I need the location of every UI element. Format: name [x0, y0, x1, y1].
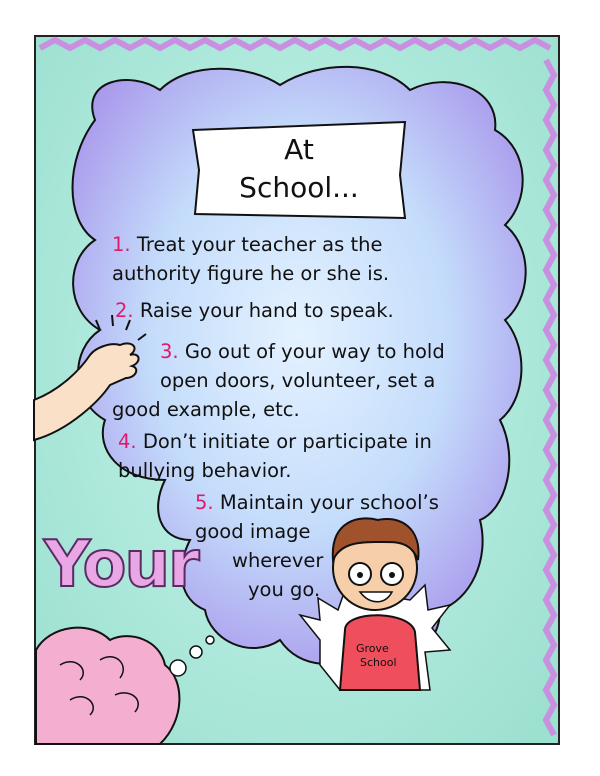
- tip-text: Don’t initiate or participate in: [142, 430, 432, 453]
- title-line1: At: [284, 133, 314, 166]
- tip-4: [118, 427, 432, 485]
- brain-icon: [36, 628, 179, 744]
- thought-bubble: [206, 636, 214, 644]
- tip-text: authority figure he or she is.: [112, 262, 390, 285]
- tip-text: Treat your teacher as the: [136, 233, 383, 256]
- tip-number: 3.: [160, 340, 179, 363]
- title-line2: School...: [239, 171, 359, 204]
- page-title: [193, 125, 405, 217]
- tip-2: [115, 296, 394, 325]
- shirt-text-line1: Grove: [356, 642, 389, 655]
- tip-5: [195, 488, 439, 517]
- your-badge-word: Your: [44, 528, 198, 602]
- tip-text: Go out of your way to hold: [184, 340, 445, 363]
- tip-text: Maintain your school’s: [219, 491, 439, 514]
- tip-5-line-2: good image: [195, 520, 311, 543]
- tip-text: Raise your hand to speak.: [139, 299, 394, 322]
- tip-number: 5.: [195, 491, 214, 514]
- tip-5-line-4: you go.: [248, 578, 321, 601]
- tip-3-line-2: open doors, volunteer, set a: [160, 369, 436, 392]
- thought-bubble: [170, 660, 186, 676]
- shirt-text-line2: School: [360, 656, 397, 669]
- tip-number: 4.: [118, 430, 137, 453]
- tip-3: [160, 337, 445, 366]
- tip-5-line-3: wherever: [232, 549, 324, 572]
- tip-3-line-3: good example, etc.: [112, 398, 300, 421]
- tip-number: 1.: [112, 233, 131, 256]
- tip-text: bullying behavior.: [118, 459, 292, 482]
- thought-bubble: [190, 646, 202, 658]
- tip-number: 2.: [115, 299, 134, 322]
- tip-1: [112, 230, 389, 288]
